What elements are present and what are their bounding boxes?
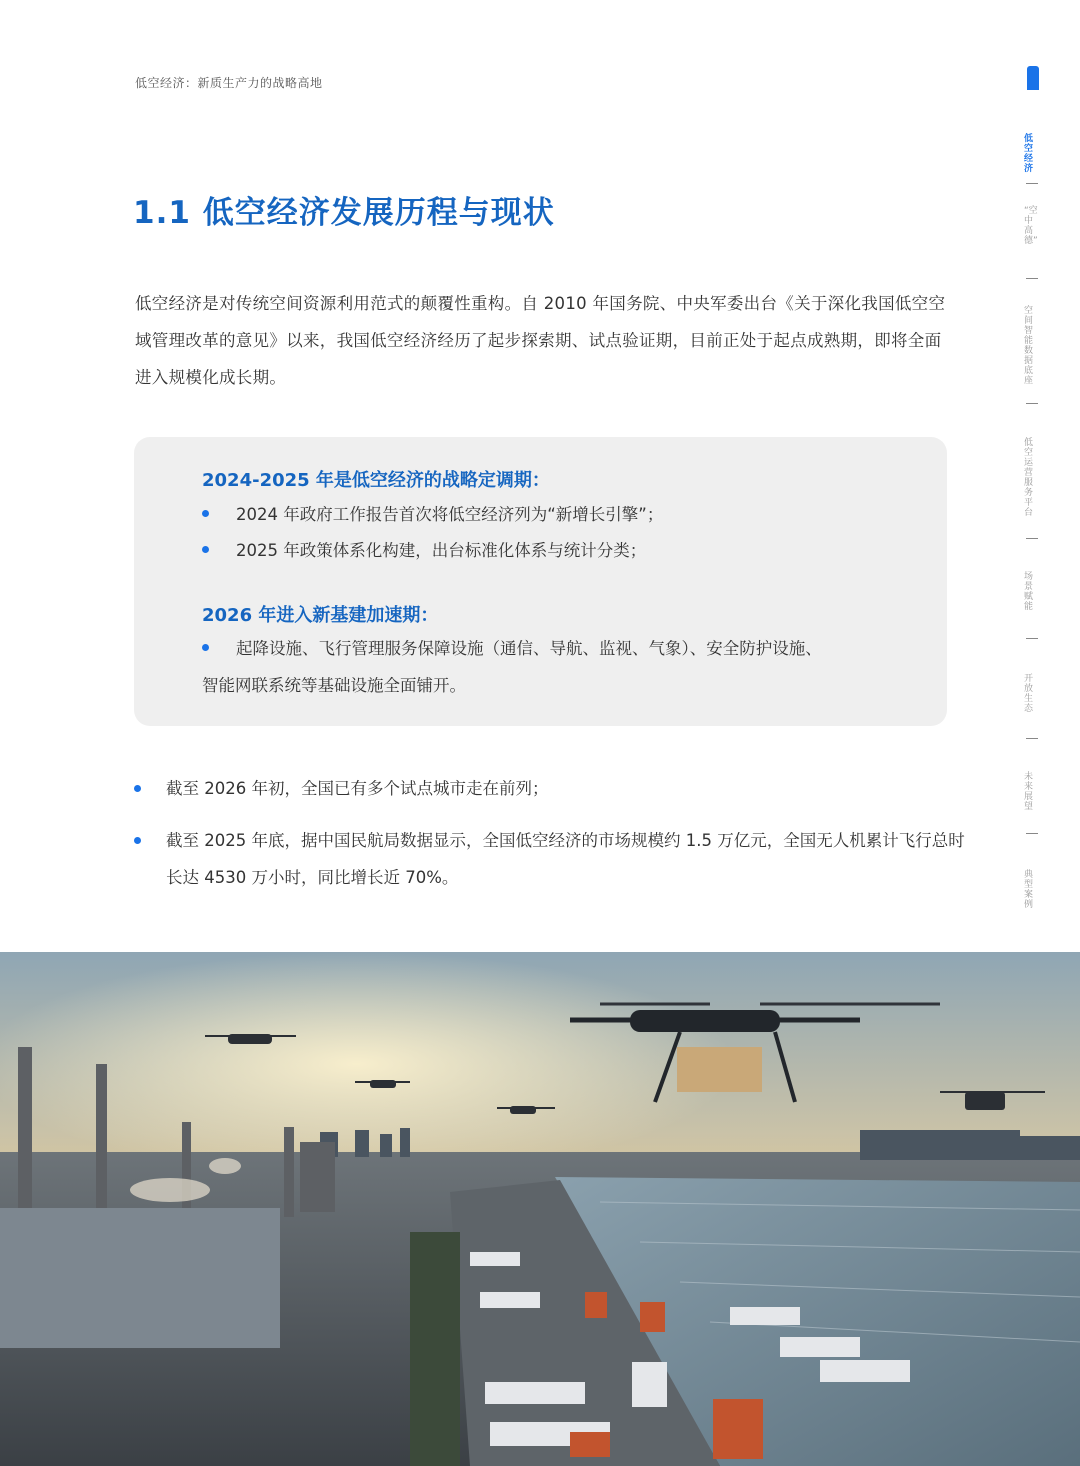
- nav-divider: [1026, 183, 1038, 184]
- nav-divider: [1026, 738, 1038, 739]
- callout-heading-infrastructure: 2026 年进入新基建加速期：: [202, 605, 439, 626]
- nav-divider: [1026, 833, 1038, 834]
- nav-item-spatial-data-base[interactable]: 空间智能数据底座: [1024, 306, 1034, 386]
- chapter-side-nav: [1012, 60, 1052, 930]
- nav-divider: [1026, 538, 1038, 539]
- bullet-dot: [202, 546, 209, 553]
- key-facts-list: [134, 770, 974, 896]
- nav-item-sky-amap[interactable]: “空中高德”: [1024, 206, 1038, 246]
- list-item: 截至 2026 年初，全国已有多个试点城市走在前列；: [134, 770, 974, 807]
- running-header: 低空经济：新质生产力的战略高地: [135, 76, 323, 90]
- nav-item-operation-platform[interactable]: 低空运营服务平台: [1024, 438, 1034, 518]
- bullet-dot: [134, 785, 141, 792]
- list-item: 截至 2025 年底，据中国民航局数据显示，全国低空经济的市场规模约 1.5 万亿元，全国无人机累计飞行总时长达 4530 万小时，同比增长近 70%。: [134, 822, 974, 896]
- callout-heading-strategy: 2024-2025 年是低空经济的战略定调期：: [202, 470, 550, 491]
- nav-item-low-altitude-economy[interactable]: 低空经济: [1024, 134, 1034, 174]
- nav-divider: [1026, 403, 1038, 404]
- nav-item-ecosystem[interactable]: 开放生态: [1024, 674, 1034, 714]
- trees: [410, 1232, 460, 1466]
- nav-item-outlook[interactable]: 未来展望: [1024, 772, 1034, 812]
- factory-building: [0, 1208, 280, 1348]
- callout-box: [134, 437, 947, 726]
- callout-list-item: 2024 年政府工作报告首次将低空经济列为“新增长引擎”；: [202, 496, 902, 533]
- bullet-dot: [202, 644, 209, 651]
- intro-paragraph: 低空经济是对传统空间资源利用范式的颠覆性重构。自 2010 年国务院、中央军委出台《关于深化我国低空空域管理改革的意见》以来，我国低空经济经历了起步探索期、试点验证期，目前正处于起点成熟期，即将全面进入规模化成长期。: [135, 294, 946, 387]
- callout-list-item-continuation: 智能网联系统等基础设施全面铺开。: [202, 676, 466, 695]
- drone-logistics-photo: [0, 952, 1080, 1466]
- bookmark-tab-icon: [1027, 66, 1039, 90]
- callout-list-item: 2025 年政策体系化构建，出台标准化体系与统计分类；: [202, 532, 902, 569]
- nav-divider: [1026, 278, 1038, 279]
- nav-divider: [1026, 638, 1038, 639]
- nav-item-scenario[interactable]: 场景赋能: [1024, 572, 1034, 612]
- page-title: 1.1 低空经济发展历程与现状: [133, 195, 555, 231]
- bullet-dot: [202, 510, 209, 517]
- bullet-dot: [134, 837, 141, 844]
- callout-list-item: 起降设施、飞行管理服务保障设施（通信、导航、监视、气象）、安全防护设施、: [202, 630, 902, 667]
- nav-item-cases[interactable]: 典型案例: [1024, 870, 1034, 910]
